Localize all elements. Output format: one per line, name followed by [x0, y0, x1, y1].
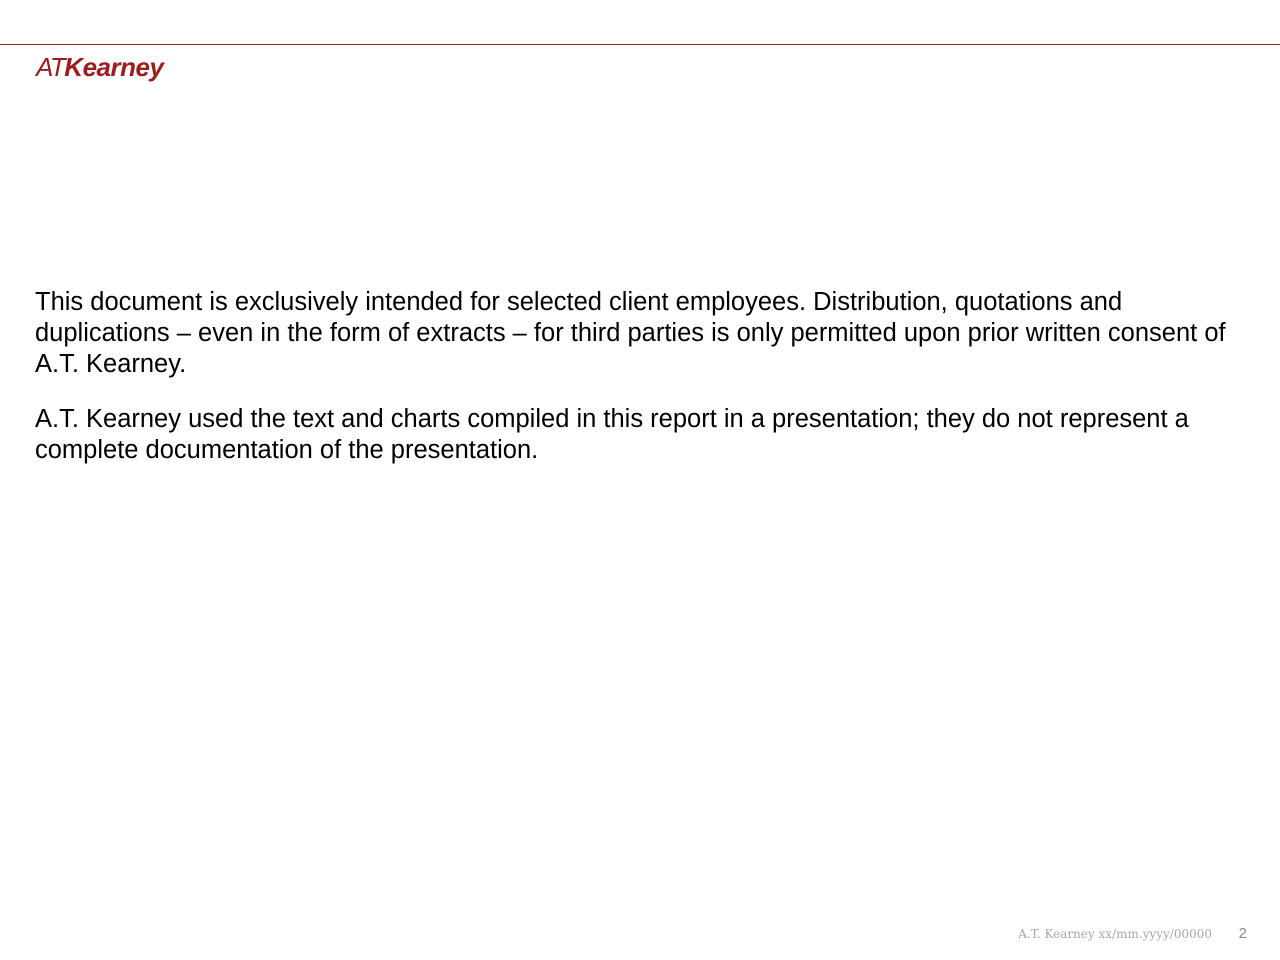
header-rule	[0, 44, 1280, 45]
logo-prefix: AT	[36, 52, 65, 82]
company-logo	[36, 52, 163, 82]
footer-reference: A.T. Kearney xx/mm.yyyy/00000	[1018, 927, 1212, 941]
disclaimer-text	[35, 287, 1235, 490]
page-number: 2	[1238, 925, 1247, 942]
disclaimer-paragraph-2: A.T. Kearney used the text and charts compiled in this report in a presentation; they do not represent a complete documentation of the presentation.	[35, 405, 1189, 464]
disclaimer-paragraph-1: This document is exclusively intended for selected client employees. Distribution, quotations and duplications – even in the form of extracts – for third parties is only permitted upon prior written consent of A.T. Kearney.	[35, 288, 1226, 378]
logo-name: Kearney	[64, 52, 164, 82]
